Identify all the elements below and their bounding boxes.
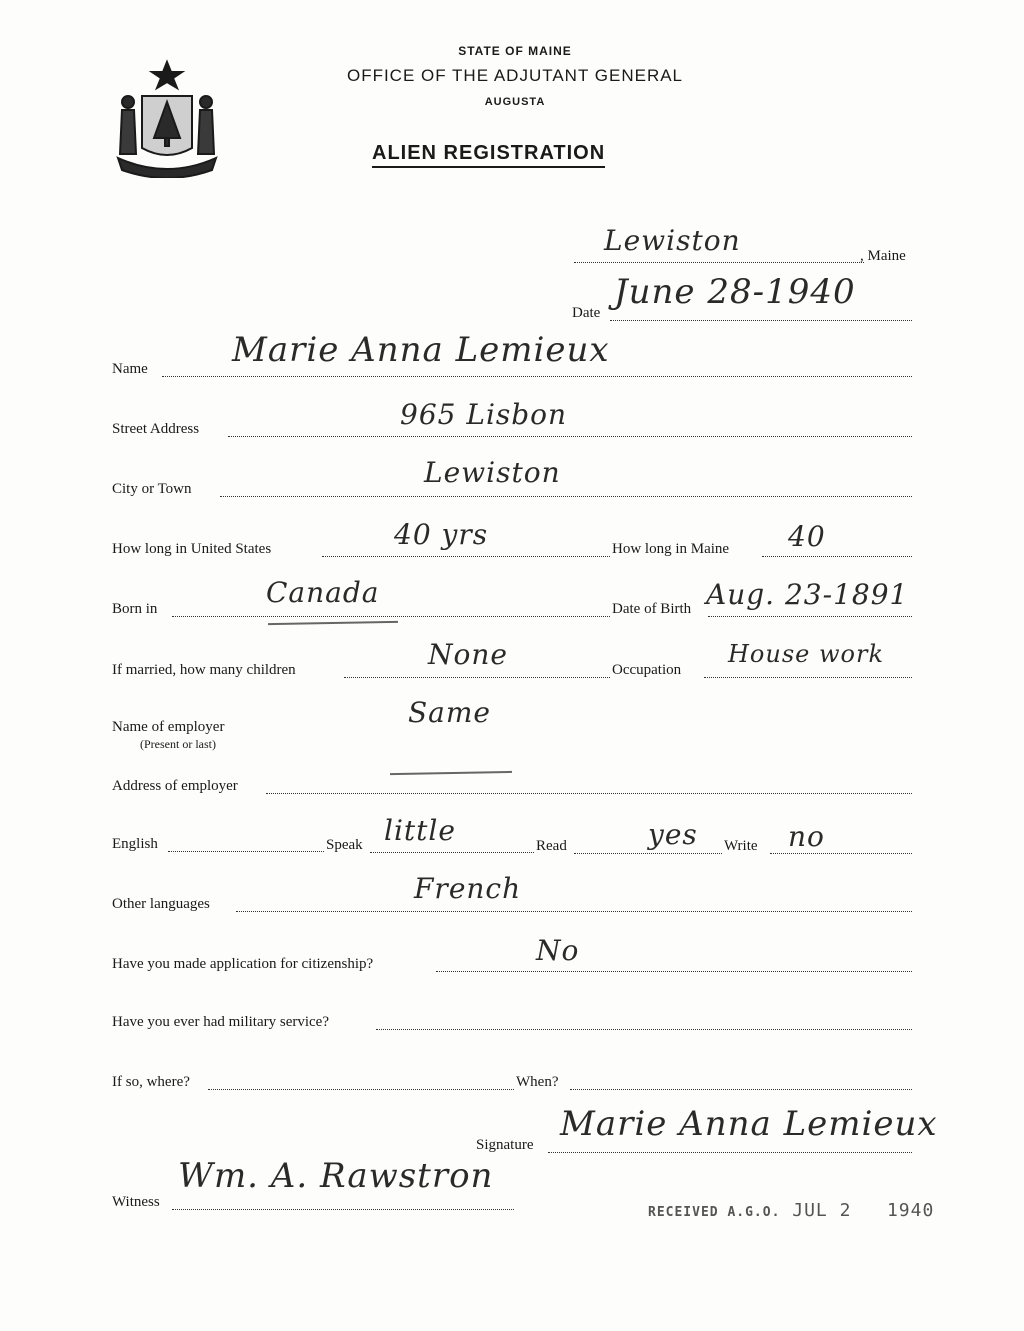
city-value: Lewiston [424, 456, 561, 489]
military-label: Have you ever had military service? [112, 1014, 329, 1030]
occupation-label: Occupation [612, 662, 682, 678]
street-line [228, 436, 912, 437]
employer-address-line [266, 793, 912, 794]
where-label: If so, where? [112, 1074, 190, 1090]
other-lang-label: Other languages [112, 896, 210, 912]
date-label: Date [572, 305, 601, 321]
date-value: June 28-1940 [614, 272, 856, 312]
children-value: None [428, 638, 508, 671]
street-value: 965 Lisbon [400, 398, 568, 431]
citizenship-value: No [536, 934, 580, 967]
born-line [172, 616, 610, 617]
state-heading: STATE OF MAINE [458, 44, 572, 58]
born-value: Canada [266, 576, 380, 609]
write-line [770, 853, 912, 854]
english-line [168, 851, 324, 852]
children-label: If married, how many children [112, 662, 296, 678]
when-line [570, 1089, 912, 1090]
stamp-date: JUL 2 1940 [792, 1200, 935, 1221]
occupation-line [704, 677, 912, 678]
other-lang-value: French [414, 872, 522, 905]
signature-label: Signature [476, 1137, 534, 1153]
long-maine-line [762, 556, 912, 557]
city-heading: AUGUSTA [484, 96, 546, 108]
dob-label: Date of Birth [612, 601, 692, 617]
other-lang-line [236, 911, 912, 912]
long-us-line [322, 556, 610, 557]
signature-line [548, 1152, 912, 1153]
date-line [610, 320, 912, 321]
write-value: no [788, 820, 825, 853]
write-label: Write [724, 838, 758, 854]
where-line [208, 1089, 514, 1090]
dob-value: Aug. 23-1891 [706, 578, 909, 611]
occupation-value: House work [728, 640, 884, 668]
born-underline [268, 621, 398, 625]
town-value: Lewiston [604, 224, 741, 257]
read-line [574, 853, 722, 854]
witness-line [172, 1209, 514, 1210]
employer-address-label: Address of employer [112, 778, 238, 794]
name-line [162, 376, 912, 377]
city-label: City or Town [112, 481, 192, 497]
military-line [376, 1029, 912, 1030]
employer-address-dash [390, 771, 512, 775]
english-label: English [112, 836, 158, 852]
speak-label: Speak [326, 837, 363, 853]
stamp-prefix: RECEIVED A.G.O. [648, 1205, 781, 1220]
speak-line [370, 852, 534, 853]
witness-value: Wm. A. Rawstron [178, 1156, 494, 1196]
citizenship-line [436, 971, 912, 972]
read-value: yes [648, 818, 698, 851]
office-heading: OFFICE OF THE ADJUTANT GENERAL [346, 66, 684, 85]
state-seal-icon [112, 58, 222, 178]
read-label: Read [536, 838, 567, 854]
long-maine-value: 40 [788, 520, 826, 553]
employer-label: Name of employer [112, 719, 225, 735]
received-stamp [648, 1200, 934, 1221]
name-label: Name [112, 361, 148, 377]
long-us-label: How long in United States [112, 541, 272, 557]
witness-label: Witness [112, 1194, 160, 1210]
name-value: Marie Anna Lemieux [232, 330, 610, 370]
employer-note: (Present or last) [140, 737, 216, 751]
form-title: ALIEN REGISTRATION [372, 142, 605, 168]
town-line [574, 262, 864, 263]
children-line [344, 677, 610, 678]
signature-value: Marie Anna Lemieux [560, 1104, 938, 1144]
street-label: Street Address [112, 421, 200, 437]
maine-label: , Maine [860, 248, 906, 264]
dob-line [708, 616, 912, 617]
born-label: Born in [112, 601, 158, 617]
city-line [220, 496, 912, 497]
long-maine-label: How long in Maine [612, 541, 730, 557]
speak-value: little [384, 814, 456, 847]
employer-value: Same [408, 696, 491, 729]
long-us-value: 40 yrs [394, 518, 489, 551]
citizenship-label: Have you made application for citizenship? [112, 956, 374, 972]
when-label: When? [516, 1074, 559, 1090]
